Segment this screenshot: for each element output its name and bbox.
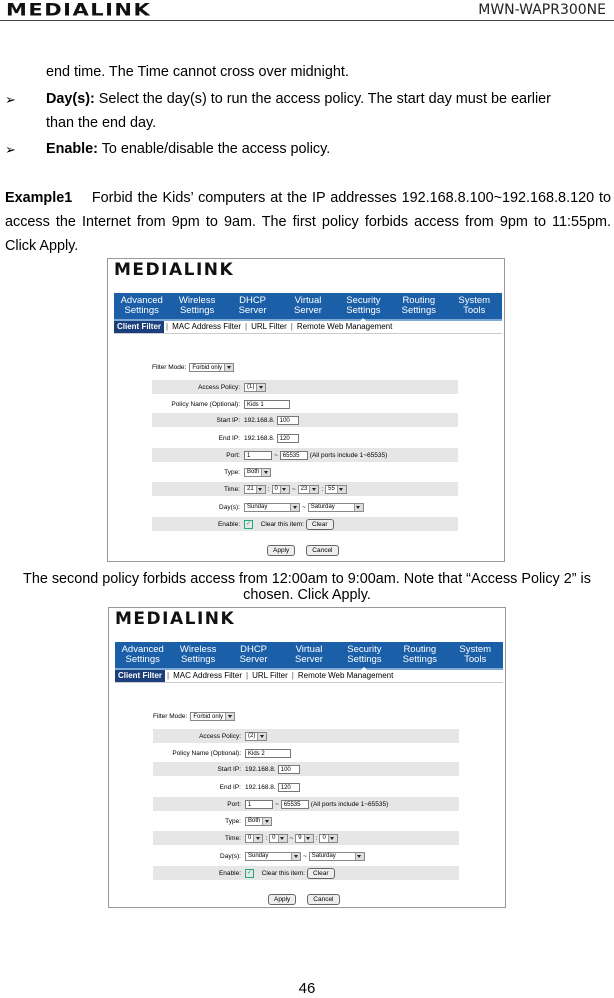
- enable-checkbox[interactable]: ✓: [246, 869, 253, 876]
- brand-logo: MEDIALINK: [6, 0, 152, 20]
- router-sub-nav: Client Filter | MAC Address Filter | URL Filter | Remote Web Management: [115, 670, 503, 683]
- chevron-down-icon: [225, 713, 234, 720]
- ports-note: (All ports include 1~65535): [309, 451, 388, 459]
- end-time-line: end time. The Time cannot cross over midnight.: [46, 64, 349, 80]
- chevron-down-icon: [224, 364, 233, 371]
- chevron-down-icon: [355, 853, 364, 860]
- start-ip-input[interactable]: 100: [277, 416, 299, 425]
- bullet-arrow-icon: ➢: [5, 142, 16, 157]
- nav-wireless-settings[interactable]: Wireless Settings: [179, 644, 217, 665]
- nav-wireless-settings[interactable]: Wireless Settings: [178, 295, 216, 316]
- start-ip-input[interactable]: 100: [278, 765, 300, 774]
- nav-system-tools[interactable]: System Tools: [459, 644, 492, 665]
- policy-name-input[interactable]: Kids 1: [244, 400, 290, 409]
- cancel-button[interactable]: Cancel: [307, 894, 339, 905]
- port-row: Port: 1 ~ 65535 (All ports include 1~65535): [153, 797, 459, 811]
- filter-mode-row: [152, 363, 234, 372]
- access-policy-row: Access Policy: (1): [152, 380, 458, 394]
- model-name: MWN-WAPR300NE: [478, 2, 606, 18]
- subnav-mac-filter[interactable]: MAC Address Filter: [172, 322, 241, 331]
- example-term: Example1: [5, 190, 73, 206]
- time-start-minute-select[interactable]: 0: [272, 485, 290, 494]
- start-ip-row: Start IP: 192.168.8. 100: [152, 413, 458, 427]
- bullet-arrow-icon: ➢: [5, 92, 16, 107]
- nav-security-settings[interactable]: Security Settings: [337, 642, 392, 668]
- end-ip-row: End IP: 192.168.8. 120: [152, 431, 458, 445]
- page-header: [0, 0, 614, 22]
- chevron-down-icon: [256, 486, 265, 493]
- chevron-down-icon: [253, 835, 262, 842]
- subnav-mac-filter[interactable]: MAC Address Filter: [173, 671, 242, 680]
- filter-mode-label: Filter Mode:: [152, 364, 187, 371]
- form-buttons: [268, 894, 340, 905]
- day-to-select[interactable]: Saturday: [308, 503, 364, 512]
- apply-button[interactable]: Apply: [268, 894, 296, 905]
- nav-advanced-settings[interactable]: Advanced Settings: [120, 295, 163, 316]
- example-desc: Forbid the Kids’ computers at the IP addresses 192.168.8.100~192.168.8.120 to access the Internet from 9pm to 9am. The first policy forbids access from 9pm to 11:55pm. Click Apply.: [5, 190, 611, 254]
- time-row: Time: 0 : 0 ~ 9 : 0: [153, 831, 459, 845]
- chevron-down-icon: [354, 504, 363, 511]
- router-main-nav: [114, 293, 502, 321]
- clear-item-label: Clear this item:: [260, 520, 304, 528]
- subnav-client-filter[interactable]: Client Filter: [114, 321, 164, 333]
- port-to-input[interactable]: 65535: [280, 451, 308, 460]
- router-screenshot-1: [107, 258, 505, 562]
- enable-checkbox[interactable]: ✓: [245, 520, 252, 527]
- access-policy-select[interactable]: (2): [245, 732, 267, 741]
- time-end-hour-select[interactable]: 9: [295, 834, 313, 843]
- clear-button[interactable]: Clear: [306, 519, 334, 530]
- chevron-down-icon: [328, 835, 337, 842]
- time-start-minute-select[interactable]: 0: [269, 834, 287, 843]
- nav-virtual-server[interactable]: Virtual Server: [294, 644, 323, 665]
- enable-row: Enable: ✓ Clear this item: Clear: [152, 517, 458, 531]
- port-from-input[interactable]: 1: [244, 451, 272, 460]
- ports-note: (All ports include 1~65535): [310, 800, 389, 808]
- chevron-down-icon: [262, 818, 271, 825]
- cancel-button[interactable]: Cancel: [306, 545, 338, 556]
- days-desc-cont: than the end day.: [46, 115, 157, 131]
- nav-routing-settings[interactable]: Routing Settings: [401, 295, 436, 316]
- days-row: Day(s): Sunday ~ Saturday: [152, 500, 458, 514]
- days-term: Day(s):: [46, 91, 95, 107]
- enable-desc: To enable/disable the access policy.: [97, 141, 331, 157]
- days-row: Day(s): Sunday ~ Saturday: [153, 849, 459, 863]
- time-end-minute-select[interactable]: 55: [325, 485, 347, 494]
- clear-button[interactable]: Clear: [307, 868, 335, 879]
- example-paragraph: [5, 186, 611, 258]
- time-start-hour-select[interactable]: 21: [244, 485, 266, 494]
- filter-mode-select[interactable]: Forbid only: [189, 363, 234, 372]
- nav-advanced-settings[interactable]: Advanced Settings: [121, 644, 164, 665]
- day-from-select[interactable]: Sunday: [245, 852, 301, 861]
- type-select[interactable]: Both: [244, 468, 271, 477]
- subnav-remote-web-management[interactable]: Remote Web Management: [297, 671, 394, 680]
- chevron-down-icon: [257, 733, 266, 740]
- type-row: Type: Both: [153, 814, 459, 828]
- subnav-url-filter[interactable]: URL Filter: [252, 671, 288, 680]
- days-item: [46, 87, 611, 112]
- router-logo: MEDIALINK: [114, 260, 235, 280]
- policy-name-row: Policy Name (Optional): Kids 1: [152, 397, 458, 411]
- subnav-url-filter[interactable]: URL Filter: [251, 322, 287, 331]
- policy-name-row: Policy Name (Optional): Kids 2: [153, 746, 459, 760]
- enable-item: [46, 137, 330, 162]
- nav-security-settings[interactable]: Security Settings: [336, 293, 391, 319]
- form-buttons: [267, 545, 339, 556]
- router-screenshot-2: [108, 607, 506, 908]
- time-end-minute-select[interactable]: 0: [319, 834, 337, 843]
- enable-row: Enable: ✓ Clear this item: Clear: [153, 866, 459, 880]
- chevron-down-icon: [309, 486, 318, 493]
- port-to-input[interactable]: 65535: [281, 800, 309, 809]
- type-select[interactable]: Both: [245, 817, 272, 826]
- clear-item-label: Clear this item:: [261, 869, 305, 877]
- nav-system-tools[interactable]: System Tools: [458, 295, 491, 316]
- nav-dhcp-server[interactable]: DHCP Server: [238, 295, 267, 316]
- chevron-down-icon: [290, 504, 299, 511]
- type-row: Type: Both: [152, 465, 458, 479]
- apply-button[interactable]: Apply: [267, 545, 295, 556]
- time-row: Time: 21 : 0 ~ 23 : 55: [152, 482, 458, 496]
- chevron-down-icon: [256, 384, 265, 391]
- end-ip-input[interactable]: 120: [278, 783, 300, 792]
- end-ip-row: End IP: 192.168.8. 120: [153, 780, 459, 794]
- second-policy-caption: The second policy forbids access from 12:00am to 9:00am. Note that “Access Policy 2” is chosen. Click Apply.: [23, 571, 591, 603]
- filter-mode-row: [153, 712, 235, 721]
- chevron-down-icon: [337, 486, 346, 493]
- nav-dhcp-server[interactable]: DHCP Server: [239, 644, 268, 665]
- enable-term: Enable:: [46, 141, 98, 157]
- policy-name-input[interactable]: Kids 2: [245, 749, 291, 758]
- chevron-down-icon: [280, 486, 289, 493]
- days-desc: Select the day(s) to run the access policy. The start day must be earlier: [94, 91, 551, 107]
- nav-routing-settings[interactable]: Routing Settings: [402, 644, 437, 665]
- subnav-remote-web-management[interactable]: Remote Web Management: [296, 322, 393, 331]
- header-divider: [0, 20, 614, 21]
- page-number: 46: [298, 980, 316, 997]
- subnav-client-filter[interactable]: Client Filter: [115, 670, 165, 682]
- chevron-down-icon: [261, 469, 270, 476]
- day-from-select[interactable]: Sunday: [244, 503, 300, 512]
- access-policy-row: Access Policy: (2): [153, 729, 459, 743]
- time-end-hour-select[interactable]: 23: [298, 485, 320, 494]
- chevron-down-icon: [291, 853, 300, 860]
- port-from-input[interactable]: 1: [245, 800, 273, 809]
- time-start-hour-select[interactable]: 0: [245, 834, 263, 843]
- start-ip-row: Start IP: 192.168.8. 100: [153, 762, 459, 776]
- router-main-nav: [115, 642, 503, 670]
- filter-mode-select[interactable]: Forbid only: [190, 712, 235, 721]
- access-policy-select[interactable]: (1): [244, 383, 266, 392]
- port-row: Port: 1 ~ 65535 (All ports include 1~65535): [152, 448, 458, 462]
- filter-mode-label: Filter Mode:: [153, 713, 188, 720]
- chevron-down-icon: [278, 835, 287, 842]
- chevron-down-icon: [304, 835, 313, 842]
- end-ip-input[interactable]: 120: [277, 434, 299, 443]
- router-sub-nav: Client Filter | MAC Address Filter | URL Filter | Remote Web Management: [114, 321, 502, 334]
- router-logo: MEDIALINK: [115, 609, 236, 629]
- day-to-select[interactable]: Saturday: [309, 852, 365, 861]
- nav-virtual-server[interactable]: Virtual Server: [293, 295, 322, 316]
